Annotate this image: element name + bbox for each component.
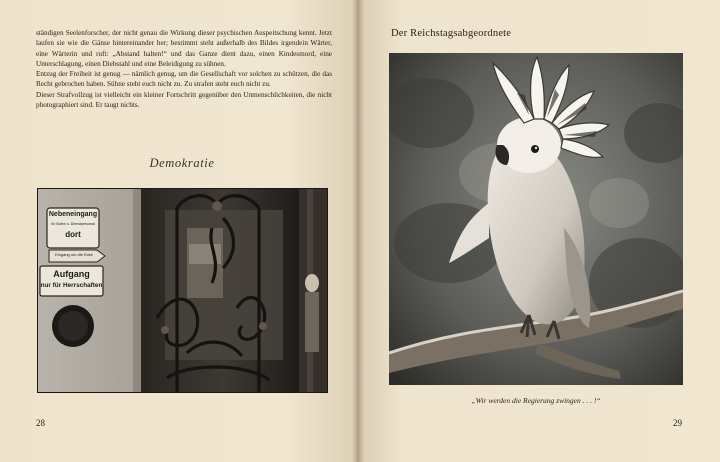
cockatoo-photo-image	[389, 53, 683, 385]
chapter-title: Der Reichstagsabgeordnete	[391, 28, 512, 39]
door-photo-image	[37, 188, 328, 393]
cockatoo-photo	[389, 53, 683, 385]
sign-2-line-1: Aufgang	[53, 269, 90, 279]
paragraph-1: ständigen Seelenforscher, der nicht genau die Wirkung dieser psychischen Auspeitschung kennt. Jetzt laufen sie wie die Gänse hintereinander her; bestimmt steht außerhalb des Bildes irgendein Wärter, eine Wärterin und ruft: „Abstand halten!“ und das Ganze dient dazu, einen Kindesmord, eine Unterschlagung, einen Diebstahl und eine Beleidigung zu sühnen.	[36, 29, 332, 68]
sign-1-line-2: für Boten u. Dienstpersonal	[51, 222, 95, 226]
sign-1-line-1: Nebeneingang	[48, 211, 98, 218]
paragraph-3: Dieser Strafvollzug ist vielleicht ein kleiner Fortschritt gegenüber den Unmenschlichkeiten, die nicht photographiert sind. Er taugt nichts.	[36, 90, 332, 110]
arrow-sign-text: Eingang um die Ecke	[55, 252, 93, 257]
right-page	[359, 0, 720, 462]
page-number-left: 28	[36, 418, 45, 428]
left-page	[0, 0, 357, 462]
door-photo	[37, 188, 328, 393]
book-gutter	[352, 0, 364, 462]
sign-2-line-2: nur für Herrschaften	[40, 282, 103, 289]
body-text	[36, 28, 332, 110]
section-heading: Demokratie	[149, 156, 215, 170]
photo-caption: „Wir werden die Regierung zwingen . . . !“	[471, 396, 601, 405]
page-number-right: 29	[673, 418, 682, 428]
sign-1-line-3: dort	[65, 230, 81, 239]
paragraph-2: Entzug der Freiheit ist genug — nämlich genug, um die Gesellschaft vor solchen zu schützen, die das Recht gebrochen haben. Sühne steht euch nicht zu. Zu strafen steht euch nicht zu.	[36, 70, 332, 89]
